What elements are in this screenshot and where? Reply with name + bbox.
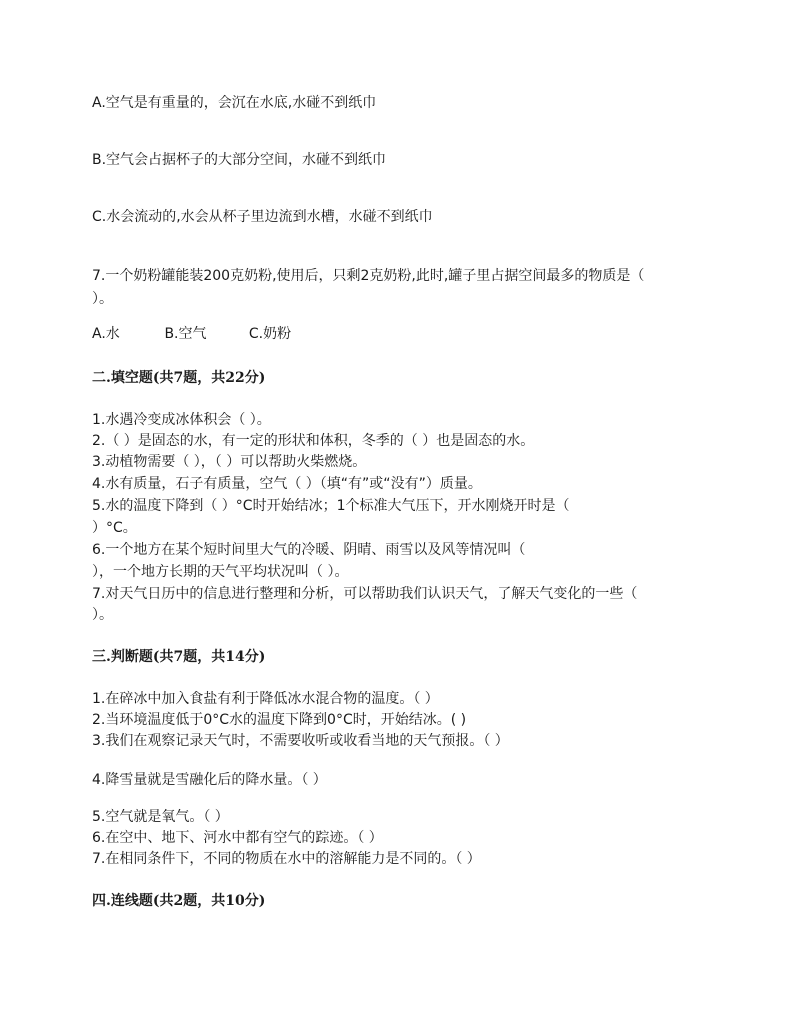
- fill-line-5: 5.水的温度下降到（ ）°C时开始结冰；1个标准大气压下，开水刚烧开时是（: [92, 498, 570, 514]
- judge-line-4: 4.降雪量就是雪融化后的降水量。（ ）: [92, 772, 327, 788]
- question-7-line1: 7.一个奶粉罐能装200克奶粉,使用后，只剩2克奶粉,此时,罐子里占据空间最多的物质是（: [92, 268, 645, 284]
- judge-line-2: 2.当环境温度低于0°C水的温度下降到0°C时，开始结冰。( ): [92, 712, 467, 728]
- fill-line-6-cont: ），一个地方长期的天气平均状况叫（ ）。: [92, 564, 349, 580]
- judge-line-1: 1.在碎冰中加入食盐有利于降低冰水混合物的温度。（ ）: [92, 691, 439, 707]
- section-3-title: 三.判断题(共7题，共14分): [92, 649, 266, 665]
- section-2-title: 二.填空题(共7题，共22分): [92, 370, 266, 386]
- option-c: C.水会流动的,水会从杯子里边流到水槽，水碰不到纸巾: [92, 209, 433, 225]
- fill-line-6: 6.一个地方在某个短时间里大气的冷暖、阴晴、雨雪以及风等情况叫（: [92, 542, 526, 558]
- question-7-line2: ）。: [92, 291, 113, 307]
- option-b: B.空气会占据杯子的大部分空间，水碰不到纸巾: [92, 152, 387, 168]
- question-7-options: [92, 324, 291, 345]
- fill-line-7: 7.对天气日历中的信息进行整理和分析，可以帮助我们认识天气，了解天气变化的一些（: [92, 586, 638, 602]
- fill-line-1: 1.水遇冷变成冰体积会（ ）。: [92, 412, 271, 428]
- fill-line-7-cont: ）。: [92, 607, 113, 623]
- option-water: A.水: [92, 326, 120, 342]
- option-a: A.空气是有重量的，会沉在水底,水碰不到纸巾: [92, 95, 377, 111]
- judge-line-6: 6.在空中、地下、河水中都有空气的踪迹。（ ）: [92, 830, 383, 846]
- option-air: B.空气: [164, 326, 207, 342]
- section-4-title: 四.连线题(共2题，共10分): [92, 893, 266, 909]
- fill-line-4: 4.水有质量，石子有质量，空气（ ）（填“有”或“没有”）质量。: [92, 476, 482, 492]
- fill-line-5-cont: ）°C。: [92, 520, 137, 536]
- option-milk-powder: C.奶粉: [248, 326, 292, 342]
- judge-line-5: 5.空气就是氧气。（ ）: [92, 809, 229, 825]
- fill-line-3: 3.动植物需要（ ），（ ）可以帮助火柴燃烧。: [92, 454, 367, 470]
- fill-line-2: 2.（ ）是固态的水，有一定的形状和体积，冬季的（ ）也是固态的水。: [92, 433, 535, 449]
- judge-line-7: 7.在相同条件下，不同的物质在水中的溶解能力是不同的。（ ）: [92, 851, 481, 867]
- judge-line-3: 3.我们在观察记录天气时，不需要收听或收看当地的天气预报。（ ）: [92, 733, 509, 749]
